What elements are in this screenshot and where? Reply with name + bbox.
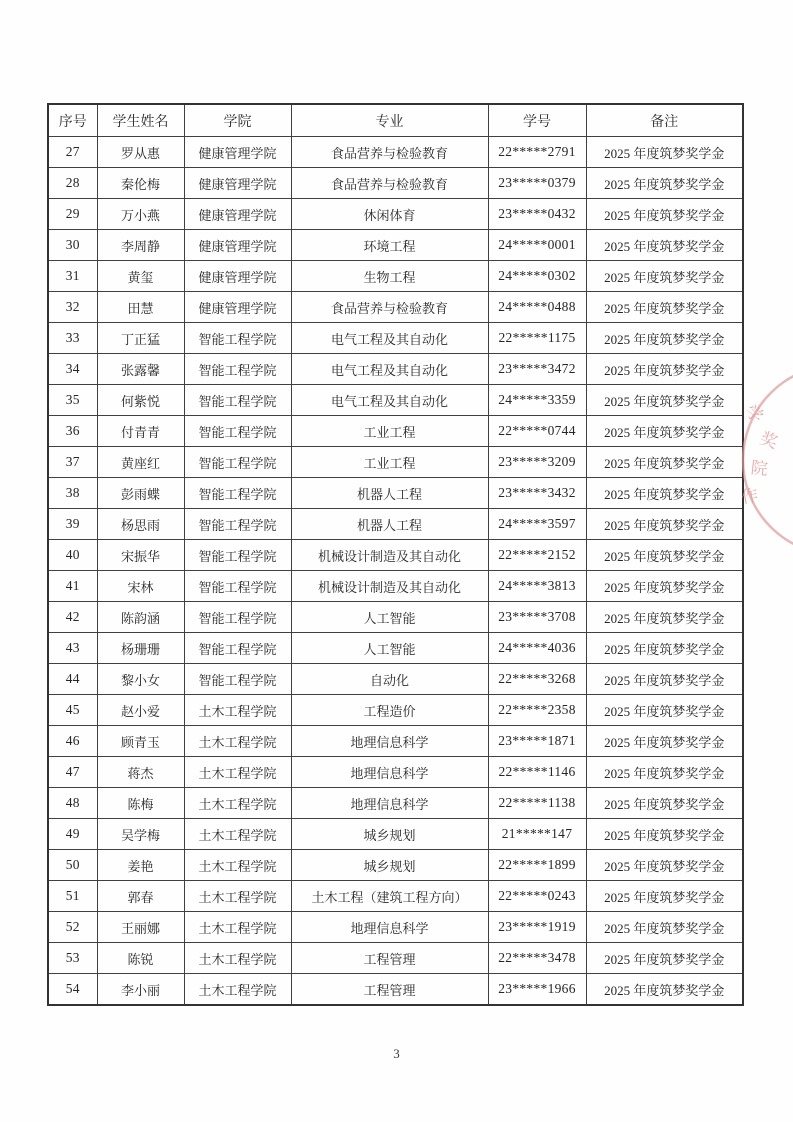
cell-major: 食品营养与检验教育 [291,137,488,168]
cell-college: 土木工程学院 [184,726,291,757]
cell-remark: 2025 年度筑梦奖学金 [586,292,743,323]
cell-college: 智能工程学院 [184,509,291,540]
cell-remark: 2025 年度筑梦奖学金 [586,261,743,292]
cell-index: 48 [48,788,97,819]
stamp-character: 学 [741,401,767,427]
cell-name: 丁正猛 [97,323,184,354]
cell-college: 智能工程学院 [184,447,291,478]
cell-major: 电气工程及其自动化 [291,323,488,354]
table-row [48,385,743,416]
cell-student-id: 22*****2791 [488,137,586,168]
scholarship-table [47,103,744,1006]
col-header-remark: 备注 [586,104,743,137]
stamp-character: 奖 [757,428,781,453]
cell-remark: 2025 年度筑梦奖学金 [586,974,743,1006]
cell-major: 电气工程及其自动化 [291,354,488,385]
cell-index: 37 [48,447,97,478]
cell-major: 工程管理 [291,974,488,1006]
cell-remark: 2025 年度筑梦奖学金 [586,881,743,912]
cell-remark: 2025 年度筑梦奖学金 [586,540,743,571]
cell-college: 智能工程学院 [184,354,291,385]
cell-index: 44 [48,664,97,695]
cell-college: 土木工程学院 [184,788,291,819]
cell-name: 黄座红 [97,447,184,478]
cell-student-id: 24*****3359 [488,385,586,416]
col-header-index: 序号 [48,104,97,137]
cell-remark: 2025 年度筑梦奖学金 [586,230,743,261]
cell-index: 35 [48,385,97,416]
cell-index: 34 [48,354,97,385]
cell-college: 健康管理学院 [184,199,291,230]
cell-student-id: 24*****4036 [488,633,586,664]
cell-name: 彭雨蝶 [97,478,184,509]
cell-student-id: 22*****1138 [488,788,586,819]
cell-major: 城乡规划 [291,850,488,881]
table-row [48,943,743,974]
cell-college: 健康管理学院 [184,261,291,292]
cell-index: 43 [48,633,97,664]
table-row [48,540,743,571]
cell-major: 机械设计制造及其自动化 [291,571,488,602]
cell-remark: 2025 年度筑梦奖学金 [586,664,743,695]
cell-remark: 2025 年度筑梦奖学金 [586,912,743,943]
cell-name: 陈梅 [97,788,184,819]
cell-name: 田慧 [97,292,184,323]
cell-index: 38 [48,478,97,509]
cell-index: 28 [48,168,97,199]
cell-remark: 2025 年度筑梦奖学金 [586,385,743,416]
cell-college: 智能工程学院 [184,540,291,571]
cell-college: 健康管理学院 [184,168,291,199]
cell-major: 地理信息科学 [291,726,488,757]
cell-student-id: 22*****0744 [488,416,586,447]
stamp-character: 院 [749,458,769,479]
cell-major: 人工智能 [291,602,488,633]
cell-student-id: 23*****3209 [488,447,586,478]
cell-student-id: 23*****3472 [488,354,586,385]
page-number: 3 [393,1046,400,1061]
cell-student-id: 23*****0432 [488,199,586,230]
cell-index: 32 [48,292,97,323]
cell-major: 人工智能 [291,633,488,664]
cell-index: 51 [48,881,97,912]
cell-major: 自动化 [291,664,488,695]
table-row [48,850,743,881]
cell-major: 休闲体育 [291,199,488,230]
cell-index: 54 [48,974,97,1006]
cell-student-id: 22*****3478 [488,943,586,974]
cell-student-id: 23*****3708 [488,602,586,633]
cell-student-id: 23*****3432 [488,478,586,509]
cell-major: 地理信息科学 [291,788,488,819]
cell-index: 39 [48,509,97,540]
cell-student-id: 22*****2152 [488,540,586,571]
cell-index: 41 [48,571,97,602]
cell-college: 智能工程学院 [184,633,291,664]
cell-remark: 2025 年度筑梦奖学金 [586,416,743,447]
cell-name: 蒋杰 [97,757,184,788]
cell-major: 地理信息科学 [291,912,488,943]
cell-student-id: 24*****0302 [488,261,586,292]
cell-remark: 2025 年度筑梦奖学金 [586,633,743,664]
cell-college: 智能工程学院 [184,416,291,447]
cell-name: 罗从惠 [97,137,184,168]
cell-major: 食品营养与检验教育 [291,292,488,323]
cell-remark: 2025 年度筑梦奖学金 [586,726,743,757]
cell-name: 吴学梅 [97,819,184,850]
cell-remark: 2025 年度筑梦奖学金 [586,571,743,602]
table-row [48,416,743,447]
cell-college: 智能工程学院 [184,323,291,354]
cell-college: 智能工程学院 [184,478,291,509]
cell-index: 49 [48,819,97,850]
cell-remark: 2025 年度筑梦奖学金 [586,757,743,788]
cell-college: 土木工程学院 [184,974,291,1006]
col-header-student-id: 学号 [488,104,586,137]
cell-name: 张露馨 [97,354,184,385]
cell-remark: 2025 年度筑梦奖学金 [586,788,743,819]
cell-name: 王丽娜 [97,912,184,943]
cell-index: 47 [48,757,97,788]
cell-student-id: 22*****0243 [488,881,586,912]
cell-remark: 2025 年度筑梦奖学金 [586,447,743,478]
cell-major: 工程造价 [291,695,488,726]
col-header-major: 专业 [291,104,488,137]
cell-name: 陈锐 [97,943,184,974]
table-row [48,478,743,509]
cell-college: 健康管理学院 [184,230,291,261]
table-row [48,292,743,323]
cell-major: 电气工程及其自动化 [291,385,488,416]
cell-index: 30 [48,230,97,261]
table-row [48,819,743,850]
cell-college: 健康管理学院 [184,137,291,168]
cell-major: 生物工程 [291,261,488,292]
cell-name: 姜艳 [97,850,184,881]
cell-student-id: 23*****1966 [488,974,586,1006]
col-header-student-name: 学生姓名 [97,104,184,137]
stamp-character: 作 [739,485,760,508]
cell-major: 食品营养与检验教育 [291,168,488,199]
cell-student-id: 22*****1146 [488,757,586,788]
cell-index: 29 [48,199,97,230]
cell-name: 顾青玉 [97,726,184,757]
cell-name: 黄玺 [97,261,184,292]
cell-remark: 2025 年度筑梦奖学金 [586,323,743,354]
table-row [48,571,743,602]
table-body [48,137,743,1006]
table-row [48,447,743,478]
cell-name: 万小燕 [97,199,184,230]
table-row [48,354,743,385]
cell-index: 31 [48,261,97,292]
cell-name: 秦伦梅 [97,168,184,199]
cell-student-id: 24*****0001 [488,230,586,261]
table-row [48,509,743,540]
table-header-row [48,104,743,137]
cell-remark: 2025 年度筑梦奖学金 [586,199,743,230]
cell-remark: 2025 年度筑梦奖学金 [586,478,743,509]
cell-college: 智能工程学院 [184,602,291,633]
cell-student-id: 24*****0488 [488,292,586,323]
cell-remark: 2025 年度筑梦奖学金 [586,354,743,385]
cell-college: 智能工程学院 [184,571,291,602]
table-row [48,726,743,757]
table-row [48,974,743,1006]
table-row [48,757,743,788]
cell-index: 50 [48,850,97,881]
table-row [48,168,743,199]
cell-index: 33 [48,323,97,354]
cell-student-id: 22*****1175 [488,323,586,354]
cell-major: 城乡规划 [291,819,488,850]
table-row [48,664,743,695]
cell-name: 郭春 [97,881,184,912]
table-row [48,633,743,664]
cell-name: 李周静 [97,230,184,261]
cell-remark: 2025 年度筑梦奖学金 [586,695,743,726]
cell-name: 付青青 [97,416,184,447]
cell-student-id: 24*****3813 [488,571,586,602]
cell-name: 宋林 [97,571,184,602]
col-header-college: 学院 [184,104,291,137]
cell-student-id: 22*****3268 [488,664,586,695]
cell-major: 工业工程 [291,416,488,447]
cell-college: 土木工程学院 [184,850,291,881]
cell-name: 李小丽 [97,974,184,1006]
cell-college: 土木工程学院 [184,943,291,974]
cell-name: 赵小爱 [97,695,184,726]
cell-remark: 2025 年度筑梦奖学金 [586,943,743,974]
cell-remark: 2025 年度筑梦奖学金 [586,137,743,168]
table-row [48,912,743,943]
cell-student-id: 21*****147 [488,819,586,850]
cell-major: 地理信息科学 [291,757,488,788]
cell-student-id: 23*****1871 [488,726,586,757]
cell-remark: 2025 年度筑梦奖学金 [586,602,743,633]
cell-major: 土木工程（建筑工程方向） [291,881,488,912]
cell-name: 杨珊珊 [97,633,184,664]
table-row [48,230,743,261]
cell-name: 陈韵涵 [97,602,184,633]
cell-college: 土木工程学院 [184,695,291,726]
cell-college: 健康管理学院 [184,292,291,323]
cell-name: 杨思雨 [97,509,184,540]
cell-student-id: 23*****0379 [488,168,586,199]
cell-college: 智能工程学院 [184,385,291,416]
cell-remark: 2025 年度筑梦奖学金 [586,509,743,540]
table-row [48,788,743,819]
cell-college: 土木工程学院 [184,881,291,912]
cell-index: 40 [48,540,97,571]
table-row [48,199,743,230]
cell-remark: 2025 年度筑梦奖学金 [586,819,743,850]
cell-index: 27 [48,137,97,168]
cell-name: 宋振华 [97,540,184,571]
table-row [48,695,743,726]
cell-remark: 2025 年度筑梦奖学金 [586,850,743,881]
cell-college: 土木工程学院 [184,757,291,788]
cell-major: 机械设计制造及其自动化 [291,540,488,571]
cell-major: 机器人工程 [291,478,488,509]
cell-index: 52 [48,912,97,943]
cell-name: 黎小女 [97,664,184,695]
table-row [48,261,743,292]
cell-index: 36 [48,416,97,447]
cell-name: 何紫悦 [97,385,184,416]
cell-student-id: 22*****1899 [488,850,586,881]
table-row [48,137,743,168]
cell-remark: 2025 年度筑梦奖学金 [586,168,743,199]
cell-major: 工程管理 [291,943,488,974]
table-row [48,881,743,912]
cell-college: 土木工程学院 [184,819,291,850]
cell-major: 环境工程 [291,230,488,261]
cell-student-id: 24*****3597 [488,509,586,540]
cell-student-id: 22*****2358 [488,695,586,726]
cell-index: 42 [48,602,97,633]
cell-student-id: 23*****1919 [488,912,586,943]
cell-index: 46 [48,726,97,757]
cell-major: 工业工程 [291,447,488,478]
cell-major: 机器人工程 [291,509,488,540]
cell-college: 土木工程学院 [184,912,291,943]
cell-index: 53 [48,943,97,974]
cell-college: 智能工程学院 [184,664,291,695]
table-row [48,323,743,354]
cell-index: 45 [48,695,97,726]
table-row [48,602,743,633]
